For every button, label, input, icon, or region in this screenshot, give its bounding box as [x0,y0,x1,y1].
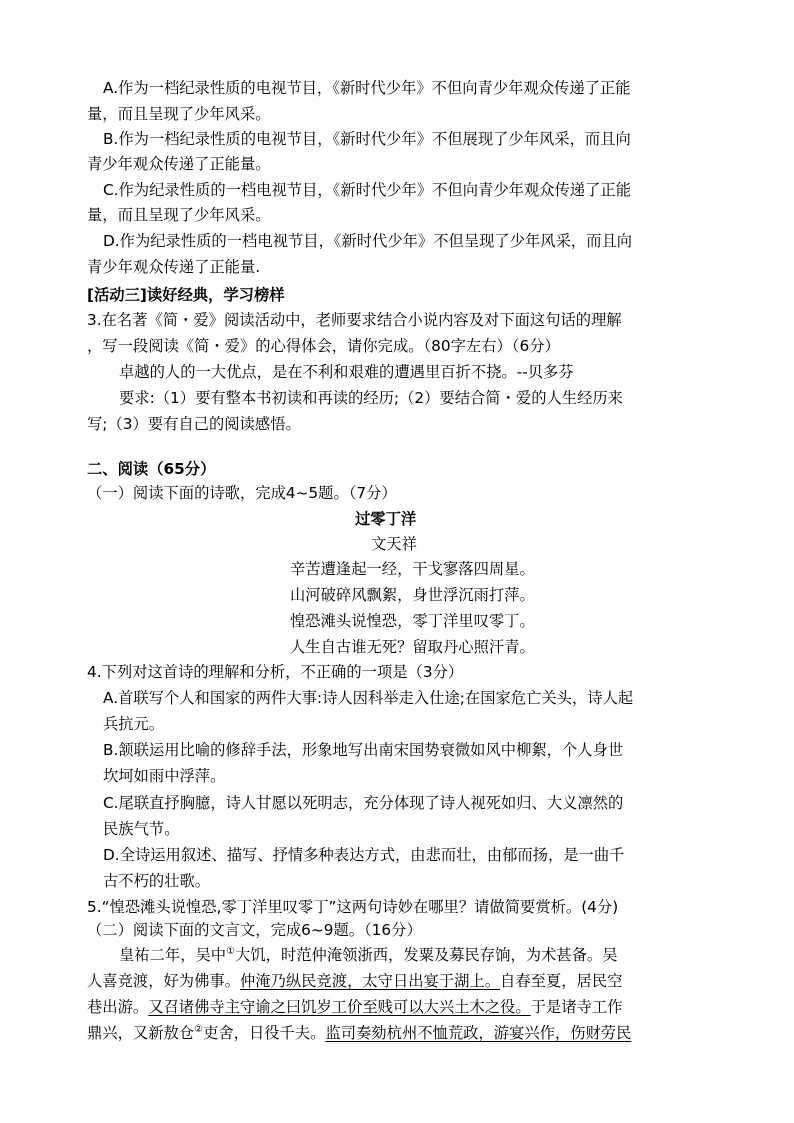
q4-option-c-line1: C.尾联直抒胸臆，诗人甘愿以死明志，充分体现了诗人视死如归、大义凛然的 [103,794,624,812]
q4-option-d-line2: 古不朽的壮歌。 [103,872,211,890]
passage-line-1 [119,944,618,966]
section2-heading: 二、阅读（65分） [87,460,216,478]
q4-option-d-line1: D.全诗运用叙述、描写、抒情多种表达方式，由悲而壮，由郁而扬，是一曲千 [103,846,625,864]
q2-option-b-line1: B.作为一档纪录性质的电视节目，《新时代少年》不但展现了少年风采，而且向 [103,130,631,148]
q4-option-a-line1: A.首联写个人和国家的两件大事:诗人因科举走入仕途;在国家危亡关头，诗人起 [103,689,634,707]
passage-line-4 [87,1022,631,1044]
q3-stem-line1: 3.在名著《简・爱》阅读活动中，老师要求结合小说内容及对下面这句话的理解 [87,311,622,329]
poem-line-3: 惶恐滩头说惶恐，零丁洋里叹零丁。 [290,612,535,630]
footnote-marker-1: ① [226,946,236,957]
footnote-marker-2: ② [194,1024,204,1035]
q2-option-d-line1: D.作为纪录性质的一档电视节目，《新时代少年》不但呈现了少年风采，而且向 [103,232,633,250]
q2-option-c-line2: 量，而且呈现了少年风采。 [87,206,271,224]
q3-stem-line2: ，写一段阅读《简・爱》的心得体会，请你完成。（80字左右）（6分） [87,337,560,355]
q3-quote: 卓越的人的一大优点，是在不利和艰难的遭遇里百折不挠。--贝多芬 [119,363,574,381]
q2-option-b-line2: 青少年观众传递了正能量。 [87,155,271,173]
q2-option-a-line2: 量，而且呈现了少年风采。 [87,105,271,123]
poem-author: 文天祥 [371,535,417,553]
q4-option-b-line2: 坎坷如雨中浮萍。 [103,767,226,785]
passage-line-2-text-b: 自春至夏，居民空 [500,972,623,990]
passage-line-4-text-a: 鼎兴，又新敖仓 [87,1024,195,1042]
q3-requirement-line1: 要求:（1）要有整本书初读和再读的经历;（2）要结合简・爱的人生经历来 [119,389,623,407]
q5-stem: 5.“惶恐滩头说惶恐,零丁洋里叹零丁”这两句诗妙在哪里？请做简要赏析。(4分) [87,898,619,916]
poem-line-4: 人生自古谁无死？留取丹心照汗青。 [290,638,535,656]
q4-option-b-line1: B.颔联运用比喻的修辞手法，形象地写出南宋国势衰微如风中柳絮，个人身世 [103,741,624,759]
q4-option-c-line2: 民族气节。 [103,820,180,838]
q4-stem: 4.下列对这首诗的理解和分析，不正确的一项是（3分） [87,663,464,681]
part1-intro: （一）阅读下面的诗歌，完成4~5题。（7分） [87,484,397,502]
passage-line-3-text-b: 于是诸寺工作 [530,998,623,1016]
poem-line-1: 辛苦遭逢起一经，干戈寥落四周星。 [290,560,535,578]
passage-line-2-text-a: 人喜竞渡，好为佛事。 [87,972,240,990]
passage-line-1-text-b: 大饥，时范仲淹领浙西，发粟及募民存饷，为术甚备。吴 [235,946,618,964]
underlined-sentence-1: 仲淹乃纵民竞渡，太守日出宴于湖上。 [239,972,501,990]
passage-line-2 [87,970,622,992]
underlined-sentence-3: 监司奏劾杭州不恤荒政，游宴兴作，伤财劳民 [325,1024,632,1042]
poem-title: 过零丁洋 [355,510,417,528]
underlined-sentence-2: 又召诸佛寺主守谕之曰饥岁工价至贱可以大兴土木之役。 [148,998,531,1016]
passage-line-1-text-a: 皇祐二年，吴中 [119,946,227,964]
passage-line-3-text-a: 巷出游。 [87,998,149,1016]
q2-option-c-line1: C.作为纪录性质的一档电视节目，《新时代少年》不但向青少年观众传递了正能 [103,181,631,199]
part2-intro: （二）阅读下面的文言文，完成6~9题。（16分） [87,921,422,939]
q3-requirement-line2: 写;（3）要有自己的阅读感悟。 [87,415,301,433]
q4-option-a-line2: 兵抗元。 [103,715,165,733]
q2-option-a-line1: A.作为一档纪录性质的电视节目，《新时代少年》不但向青少年观众传递了正能 [103,79,631,97]
activity3-heading: [活动三]读好经典，学习榜样 [87,286,285,304]
q2-option-d-line2: 青少年观众传递了正能量. [87,258,261,276]
poem-line-2: 山河破碎风飘絮，身世浮沉雨打萍。 [290,586,535,604]
passage-line-4-text-b: 吏舍，日役千夫。 [203,1024,326,1042]
passage-line-3 [87,996,622,1018]
